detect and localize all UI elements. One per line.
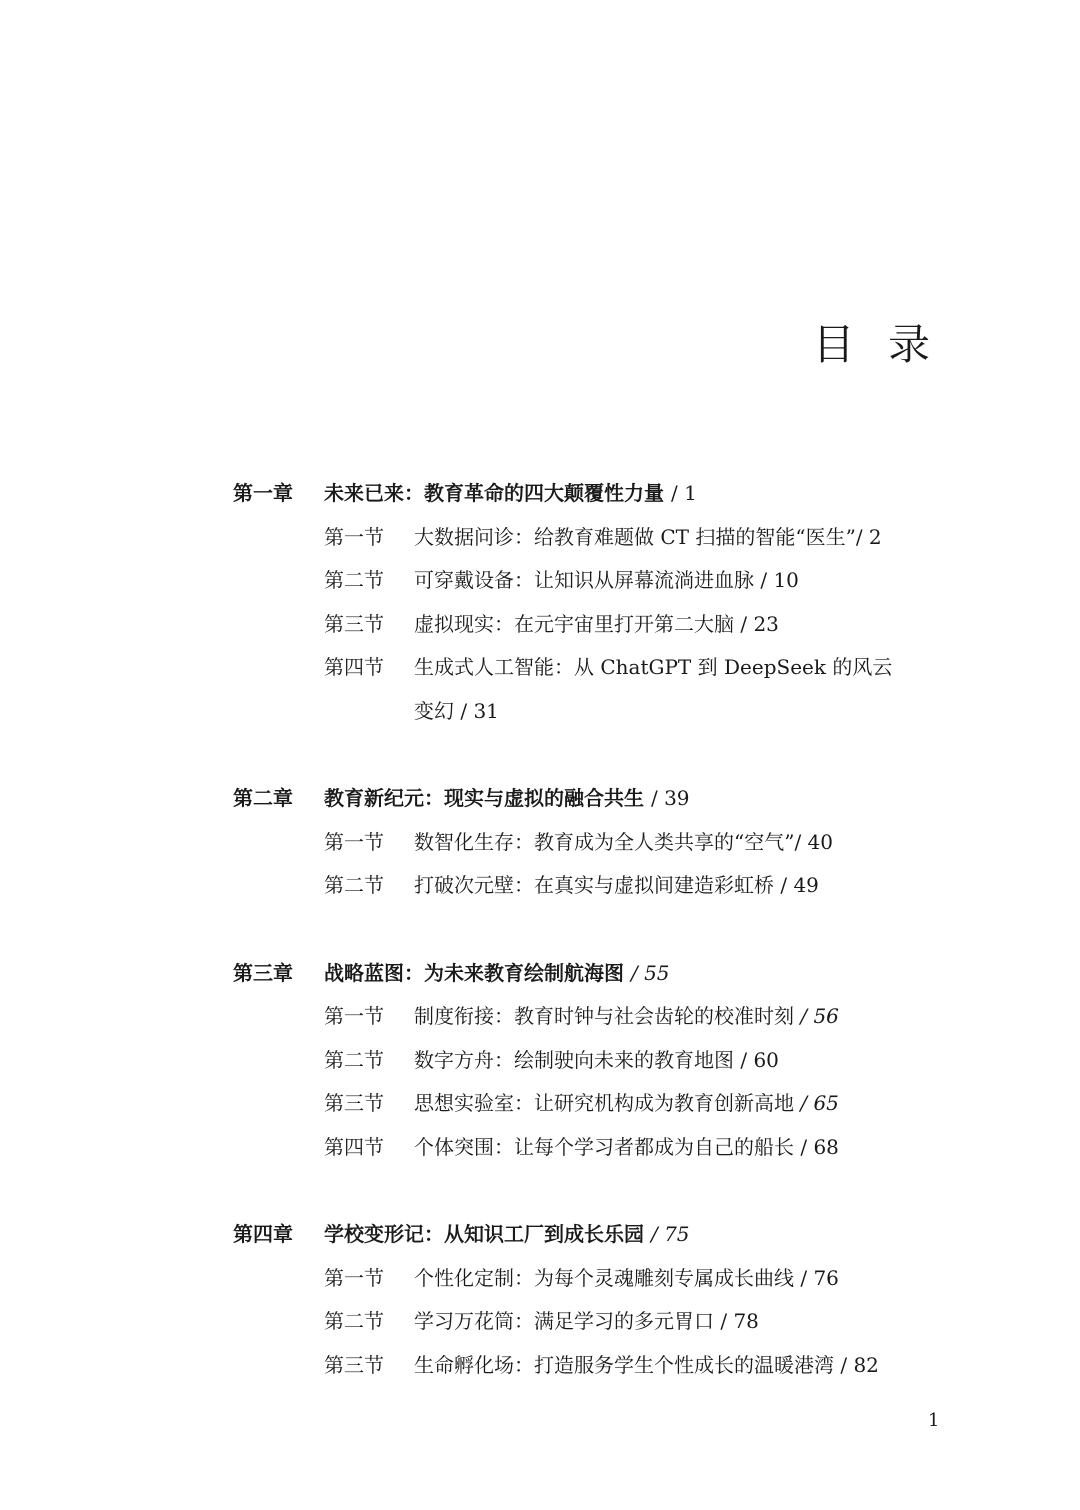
chapter-3 (233, 952, 953, 1170)
section-label: 第二节 (324, 568, 384, 592)
section-title: 思想实验室：让研究机构成为教育创新高地 (414, 1091, 794, 1115)
section-entry[interactable] (233, 1344, 953, 1388)
section-title: 可穿戴设备：让知识从屏幕流淌进血脉 (414, 568, 754, 592)
page-title: 目 录 (812, 320, 940, 369)
chapter-4 (233, 1213, 953, 1387)
chapter-heading[interactable] (233, 1213, 953, 1257)
section-page: / 78 (720, 1309, 759, 1333)
section-page: / 56 (800, 1004, 839, 1028)
chapter-title: 未来已来：教育革命的四大颠覆性力量 (324, 481, 664, 505)
chapter-label: 第二章 (233, 786, 293, 810)
section-label: 第一节 (324, 1265, 384, 1290)
section-continuation[interactable] (233, 690, 953, 734)
section-title: 个体突围：让每个学习者都成为自己的船长 (414, 1134, 794, 1159)
section-label: 第一节 (324, 524, 384, 549)
chapter-label: 第三章 (233, 960, 293, 985)
chapter-label: 第四章 (233, 1222, 293, 1246)
section-entry[interactable] (233, 995, 953, 1039)
section-page: / 40 (794, 829, 833, 854)
section-label: 第三节 (324, 1352, 384, 1377)
chapter-1 (233, 472, 953, 733)
section-title: 学习万花筒：满足学习的多元胃口 (414, 1309, 714, 1333)
section-title-continuation: 变幻 (414, 698, 454, 723)
chapter-page: / 75 (650, 1222, 690, 1246)
section-page: / 60 (740, 1047, 779, 1072)
section-entry[interactable] (233, 603, 953, 647)
section-page: / 31 (460, 698, 499, 723)
page-number: 1 (928, 1410, 940, 1431)
section-page: / 76 (800, 1265, 839, 1290)
section-title: 打破次元壁：在真实与虚拟间建造彩虹桥 (414, 873, 774, 897)
section-entry[interactable] (233, 1039, 953, 1083)
chapter-2 (233, 777, 953, 908)
section-entry[interactable] (233, 559, 953, 603)
chapter-heading[interactable] (233, 952, 953, 996)
section-title: 个性化定制：为每个灵魂雕刻专属成长曲线 (414, 1265, 794, 1290)
chapter-page: / 39 (650, 786, 690, 810)
section-title: 生成式人工智能：从 ChatGPT 到 DeepSeek 的风云 (414, 655, 893, 679)
section-page: / 65 (800, 1091, 839, 1115)
section-label: 第四节 (324, 1134, 384, 1159)
section-label: 第一节 (324, 1004, 384, 1028)
section-label: 第四节 (324, 655, 384, 679)
section-title: 数字方舟：绘制驶向未来的教育地图 (414, 1047, 734, 1072)
section-page: / 49 (780, 873, 819, 897)
section-entry[interactable] (233, 1126, 953, 1170)
section-page: / 2 (855, 524, 882, 549)
section-title: 数智化生存：教育成为全人类共享的“空气” (414, 829, 795, 854)
chapter-title: 教育新纪元：现实与虚拟的融合共生 (324, 786, 644, 810)
chapter-heading[interactable] (233, 777, 953, 821)
section-label: 第二节 (324, 1309, 384, 1333)
section-label: 第一节 (324, 829, 384, 854)
chapter-title: 学校变形记：从知识工厂到成长乐园 (324, 1222, 644, 1246)
section-entry[interactable] (233, 1257, 953, 1301)
section-label: 第三节 (324, 1091, 384, 1115)
section-page: / 10 (760, 568, 799, 592)
section-entry[interactable] (233, 864, 953, 908)
section-entry[interactable] (233, 646, 953, 690)
section-label: 第二节 (324, 873, 384, 897)
section-title: 虚拟现实：在元宇宙里打开第二大脑 (414, 611, 734, 636)
section-entry[interactable] (233, 516, 953, 560)
chapter-title: 战略蓝图：为未来教育绘制航海图 (324, 960, 624, 985)
section-entry[interactable] (233, 821, 953, 865)
section-page: / 68 (800, 1134, 839, 1159)
chapter-heading[interactable] (233, 472, 953, 516)
section-label: 第二节 (324, 1047, 384, 1072)
section-title: 制度衔接：教育时钟与社会齿轮的校准时刻 (414, 1004, 794, 1028)
section-entry[interactable] (233, 1300, 953, 1344)
section-page: / 82 (840, 1352, 879, 1377)
section-title: 大数据问诊：给教育难题做 CT 扫描的智能“医生” (414, 524, 856, 549)
chapter-page: / 55 (630, 960, 670, 985)
section-page: / 23 (740, 611, 779, 636)
chapter-page: / 1 (670, 481, 697, 505)
section-label: 第三节 (324, 611, 384, 636)
table-of-contents (233, 472, 953, 1431)
section-entry[interactable] (233, 1082, 953, 1126)
section-title: 生命孵化场：打造服务学生个性成长的温暖港湾 (414, 1352, 834, 1377)
chapter-label: 第一章 (233, 481, 293, 505)
